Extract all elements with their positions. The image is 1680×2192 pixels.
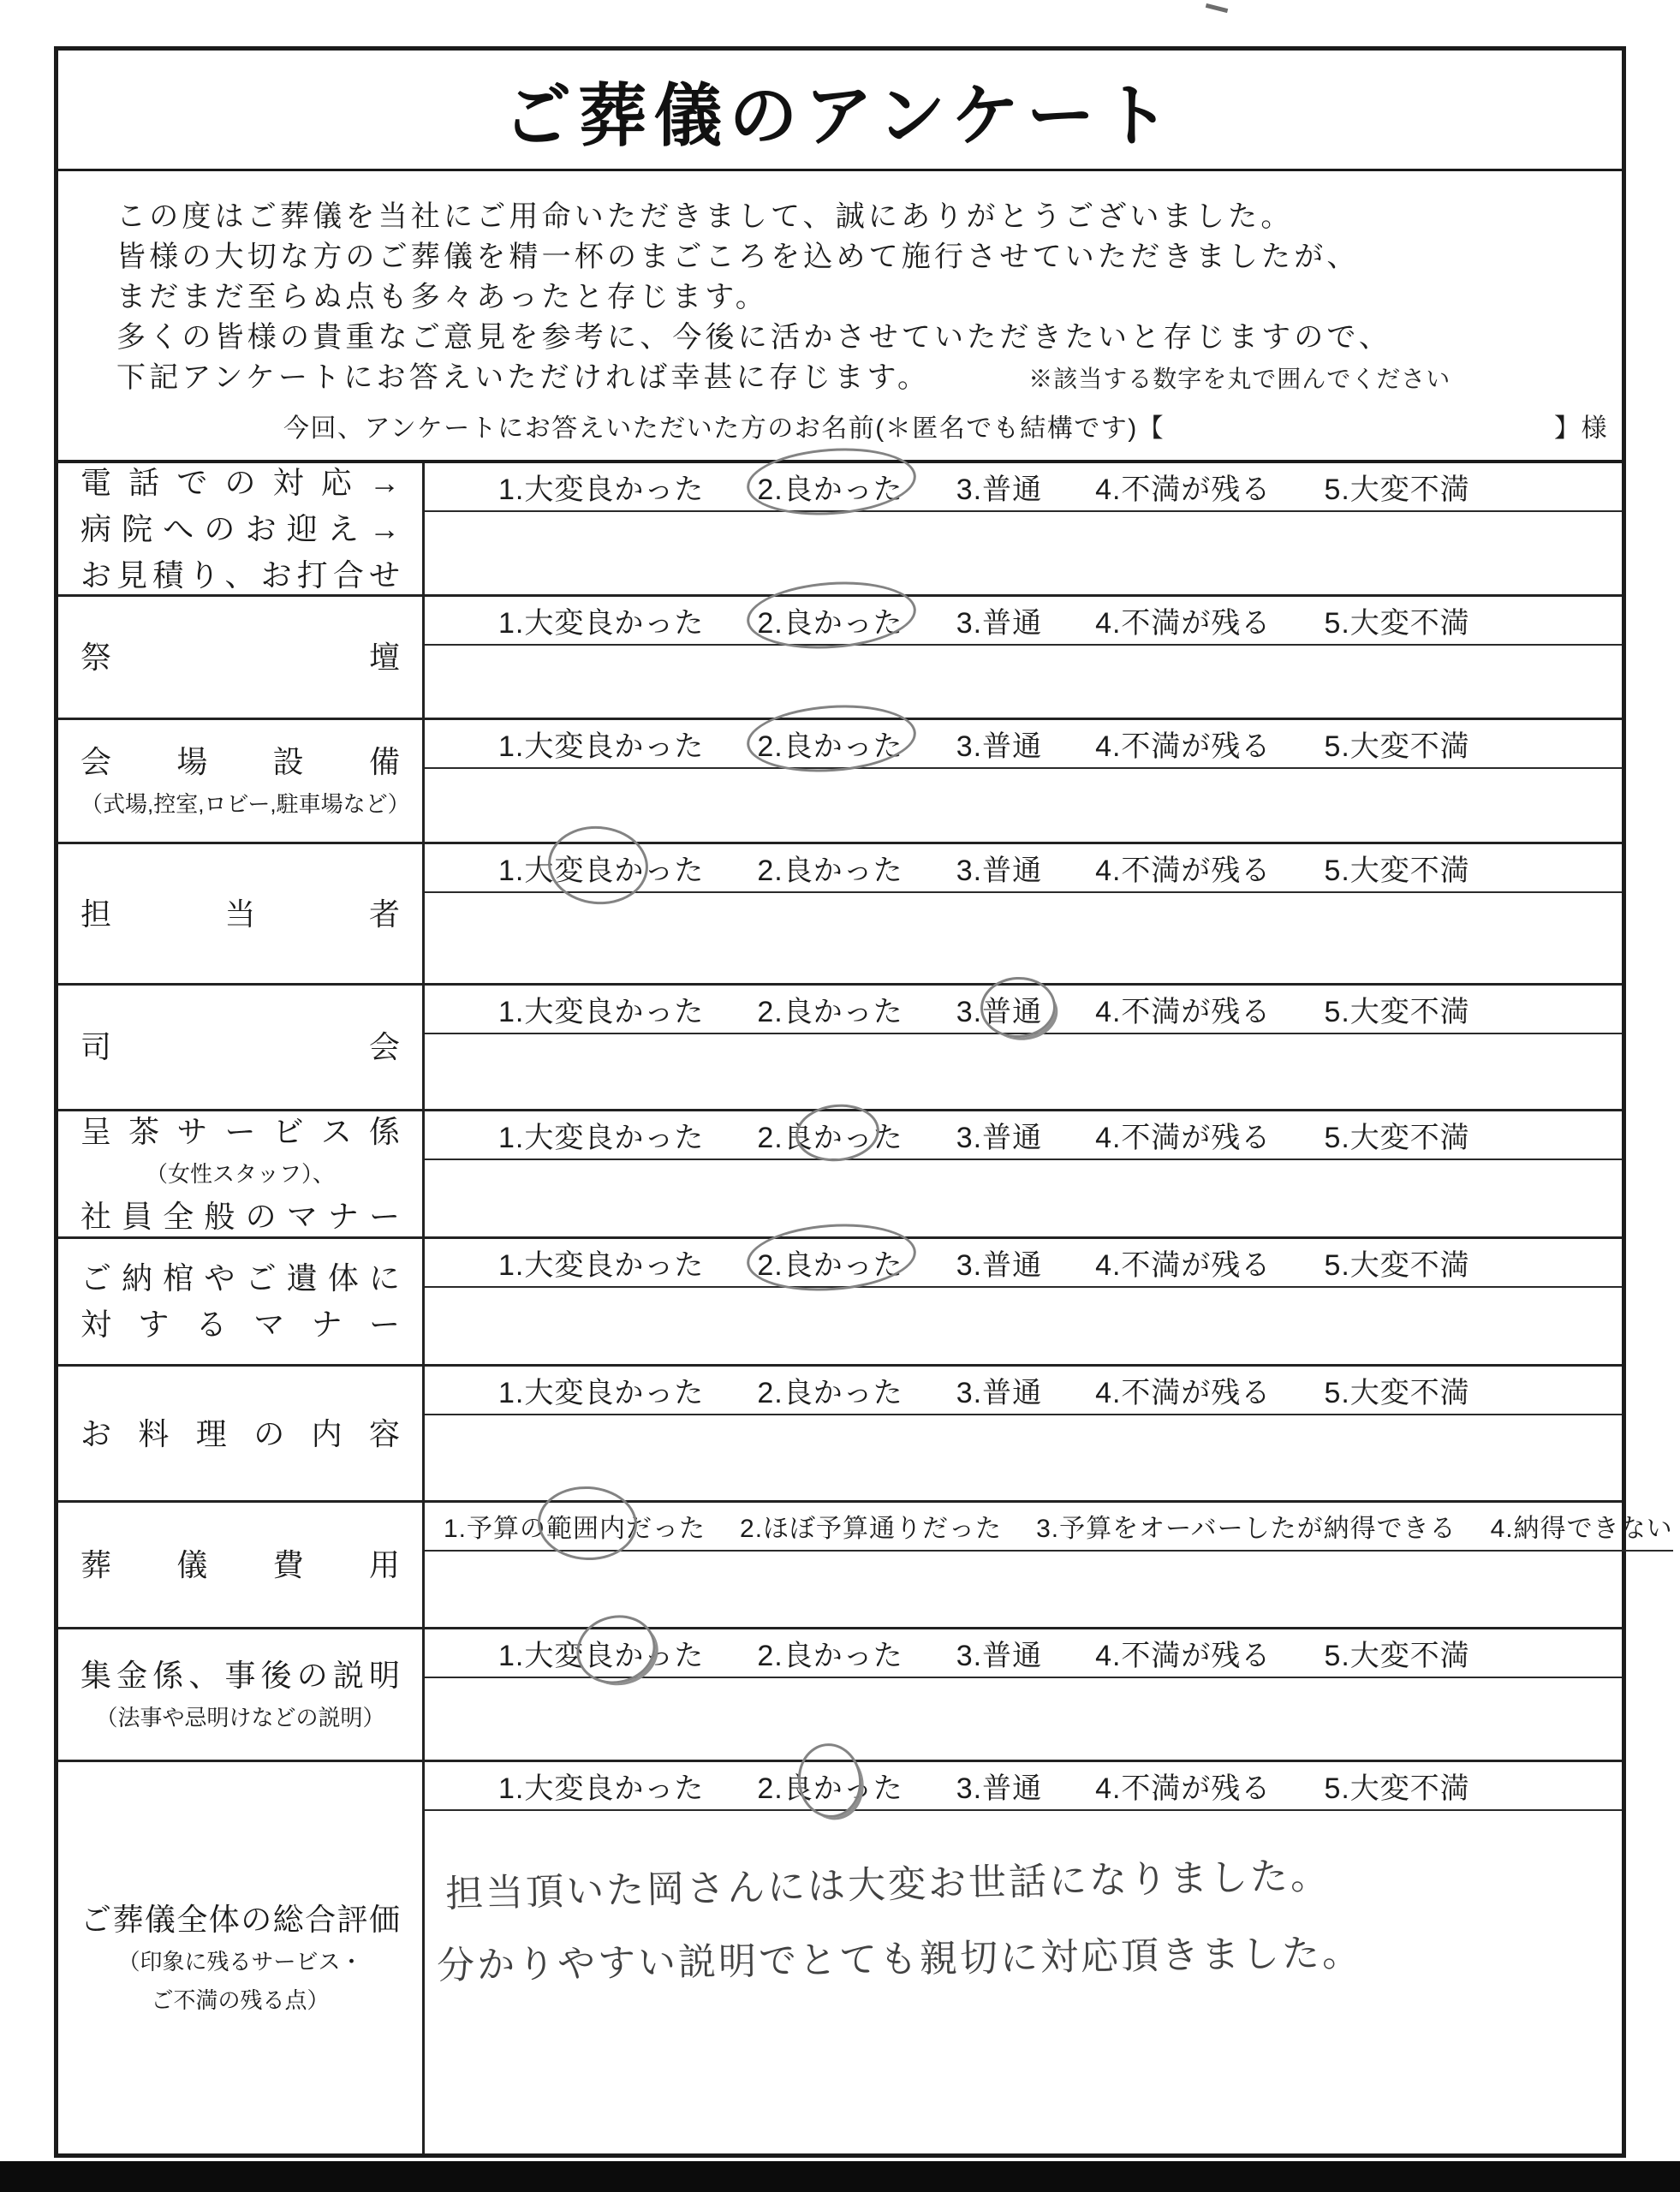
title-section [58, 51, 1622, 171]
rating-options-row [425, 1239, 1622, 1288]
rating-option: 1.大変良かった [498, 607, 705, 640]
rating-option: 3.普通 [956, 1772, 1043, 1806]
row-label-cell [58, 463, 425, 594]
row-label-line: ご葬儀全体の総合評価 [80, 1902, 400, 1938]
survey-row-7 [58, 1236, 1622, 1365]
name-line-suffix: 】様 [1554, 414, 1608, 443]
row-label-cell [58, 720, 425, 843]
circle-instruction-note: ※該当する数字を丸で囲んでください [1028, 366, 1451, 392]
row-label-line: 集金係、事後の説明 [80, 1658, 400, 1694]
rating-option: 5.大変不満 [1324, 607, 1470, 640]
row-options-cell [425, 720, 1622, 843]
rating-options-row [425, 463, 1622, 512]
rating-option: 3.普通 [956, 988, 1042, 1030]
survey-row-3 [58, 718, 1622, 843]
rating-options-row [425, 1762, 1622, 1811]
rating-option: 1.大変良かった [498, 1248, 705, 1282]
rating-option: 2.良かった [757, 1640, 903, 1673]
rating-option: 2.良かった [757, 599, 903, 641]
rating-option: 5.大変不満 [1324, 474, 1470, 506]
rating-option: 2.良かった [757, 723, 903, 765]
row-options-cell [425, 1629, 1622, 1760]
rating-option: 4.不満が残る [1095, 730, 1272, 763]
name-line-label: 今回、アンケートにお答えいただいた方のお名前(＊匿名でも結構です)【 [283, 414, 1165, 443]
rating-options-row [425, 597, 1622, 646]
row-label-line: 会場設備 [80, 743, 400, 779]
rating-option: 3.普通 [956, 1640, 1043, 1673]
row-options-cell [425, 1239, 1622, 1365]
rating-option: 3.普通 [956, 607, 1043, 640]
rating-options-row [425, 720, 1622, 769]
scan-edge-bar [0, 2161, 1680, 2192]
rating-option: 2.良かった [757, 1377, 903, 1410]
rating-option: 5.大変不満 [1324, 1772, 1470, 1806]
intro-section [58, 171, 1622, 444]
rating-option: 1.大変良かった [498, 847, 704, 889]
survey-row-8 [58, 1364, 1622, 1500]
rating-option: 5.大変不満 [1324, 1248, 1470, 1282]
row-options-cell [425, 1111, 1622, 1236]
rating-option: 4.不満が残る [1095, 1640, 1272, 1673]
row-label-line: （女性スタッフ）、 [145, 1160, 335, 1187]
rating-option: 3.普通 [956, 474, 1043, 506]
intro-line: 皆様の大切な方のご葬儀を精一杯のまごころを込めて施行させていただきましたが、 [116, 241, 1360, 273]
rating-option: 1.大変良かった [498, 730, 705, 763]
rating-option: 4.不満が残る [1095, 1772, 1272, 1806]
rating-option: 5.大変不満 [1324, 1640, 1470, 1673]
rating-option: 4.不満が残る [1095, 995, 1272, 1028]
rating-option: 3.普通 [956, 730, 1043, 763]
rating-options-row [425, 844, 1622, 893]
rating-option: 2.良かった [757, 466, 903, 508]
intro-line: 多くの皆様の貴重なご意見を参考に、今後に活かさせていただきたいと存じますので、 [116, 321, 1392, 354]
rating-options-row [425, 986, 1622, 1034]
rating-option: 1.大変良かった [498, 1772, 705, 1806]
row-label-line: ご納棺やご遺体に [80, 1260, 400, 1296]
rating-option: 3.普通 [956, 1121, 1043, 1154]
row-options-cell [425, 1503, 1673, 1628]
handdrawn-circle [745, 443, 919, 521]
respondent-name-line [116, 407, 1622, 444]
rating-option: 1.予算の範囲内だった [444, 1507, 706, 1545]
row-options-cell [425, 597, 1622, 718]
row-label-cell [58, 1629, 425, 1760]
row-label-line: ご不満の残る点） [151, 1987, 330, 2014]
row-label-line: お料理の内容 [80, 1415, 400, 1451]
row-label-line: 社員全般のマナー [80, 1198, 400, 1234]
row-label-line: 電話での対応→ [80, 465, 400, 500]
rating-option: 5.大変不満 [1324, 1121, 1470, 1154]
rating-option: 4.不満が残る [1095, 1248, 1272, 1282]
rating-option: 3.普通 [956, 1248, 1043, 1282]
handwritten-comment-line-2: 分かりやすい説明でとても親切に対応頂きました。 [436, 1931, 1363, 1988]
rating-option: 2.良かった [757, 1114, 903, 1156]
survey-row-5 [58, 983, 1622, 1109]
row-label-line: （式場,控室,ロビー,駐車場など） [80, 790, 410, 817]
rating-option: 4.納得できない [1490, 1515, 1673, 1544]
scan-speck [1206, 3, 1228, 13]
rating-options-row [425, 1629, 1622, 1678]
row-label-cell [58, 1239, 425, 1365]
rating-option: 2.良かった [757, 995, 903, 1028]
scanned-form [54, 46, 1673, 2158]
rating-option: 1.大変良かった [498, 1121, 705, 1154]
row-label-line: （法事や忌明けなどの説明） [95, 1705, 385, 1731]
row-options-cell [425, 1367, 1622, 1500]
row-label-line: 病院へのお迎え→ [80, 511, 400, 546]
row-options-cell [425, 463, 1622, 594]
rating-option: 4.不満が残る [1095, 474, 1272, 506]
rating-option: 5.大変不満 [1324, 855, 1470, 888]
row-label-cell [58, 1762, 425, 2153]
handdrawn-circle [979, 975, 1057, 1040]
rating-option: 4.不満が残る [1095, 1121, 1272, 1154]
survey-row-10 [58, 1627, 1622, 1760]
row-label-cell [58, 1503, 425, 1628]
row-label-line: 祭壇 [80, 639, 400, 675]
rating-options-row [425, 1111, 1622, 1160]
rating-options-row [425, 1367, 1622, 1415]
rating-option: 1.大変良かった [498, 995, 705, 1028]
survey-row-6 [58, 1109, 1622, 1236]
row-label-line: （印象に残るサービス・ [117, 1949, 363, 1975]
rating-option: 1.大変良かった [498, 474, 705, 506]
survey-row-4 [58, 842, 1622, 983]
survey-row-9 [58, 1500, 1673, 1628]
row-label-line: 担当者 [80, 896, 400, 932]
rating-option: 5.大変不満 [1324, 995, 1470, 1028]
handwritten-comment-line-1: 担当頂いた岡さんには大変お世話になりました。 [444, 1854, 1331, 1916]
rating-option: 2.良かった [757, 1242, 903, 1284]
row-options-cell [425, 986, 1622, 1109]
row-label-cell [58, 844, 425, 983]
row-label-line: 対するマナー [80, 1307, 400, 1343]
rating-option: 1.大変良かった [498, 1377, 705, 1410]
survey-row-2 [58, 594, 1622, 718]
row-label-line: お見積り、お打合せ [80, 557, 400, 593]
rating-option: 5.大変不満 [1324, 1377, 1470, 1410]
row-label-line: 葬儀費用 [80, 1547, 400, 1583]
row-label-cell [58, 1111, 425, 1236]
row-options-cell [425, 844, 1622, 983]
rating-option: 4.不満が残る [1095, 855, 1272, 888]
rating-option: 3.予算をオーバーしたが納得できる [1036, 1515, 1457, 1544]
survey-row-1 [58, 463, 1622, 594]
row-label-cell [58, 1367, 425, 1500]
rating-option: 3.普通 [956, 855, 1043, 888]
rating-option: 4.不満が残る [1095, 1377, 1272, 1410]
intro-line: まだまだ至らぬ点も多々あったと存じます。 [116, 281, 768, 313]
rating-option: 3.普通 [956, 1377, 1043, 1410]
row-label-cell [58, 986, 425, 1109]
row-label-line: 呈茶サービス係 [80, 1113, 400, 1149]
rating-option: 2.良かった [757, 855, 903, 888]
intro-line: この度はご葬儀を当社にご用命いただきまして、誠にありがとうございました。 [116, 200, 1294, 233]
rating-options-row [425, 1503, 1673, 1552]
rating-option: 5.大変不満 [1324, 730, 1470, 763]
rating-option: 2.ほぼ予算通りだった [740, 1515, 1003, 1544]
rating-option: 1.大変良かった [498, 1632, 704, 1674]
intro-line-with-note [116, 358, 1622, 398]
rating-option: 2.良かった [757, 1765, 903, 1807]
form-title: ご葬儀のアンケート [503, 77, 1177, 154]
intro-line: 下記アンケートにお答えいただければ幸甚に存じます。 [116, 361, 931, 394]
handdrawn-circle [792, 1100, 881, 1165]
row-label-line: 司会 [80, 1029, 400, 1065]
row-label-cell [58, 597, 425, 718]
rating-option: 4.不満が残る [1095, 607, 1272, 640]
